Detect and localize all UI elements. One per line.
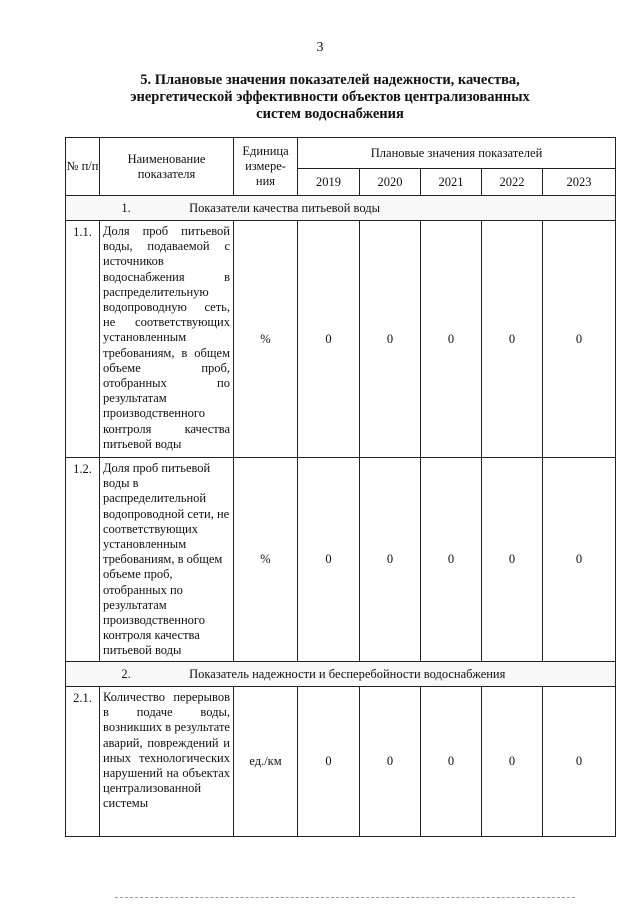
value-cell: 0 — [298, 221, 360, 458]
value-cell: 0 — [482, 458, 543, 662]
unit-cell: % — [234, 458, 298, 662]
page-bottom-edge — [115, 897, 575, 898]
value-cell: 0 — [298, 458, 360, 662]
header-year: 2021 — [421, 169, 482, 196]
value-cell: 0 — [421, 687, 482, 837]
table-row — [66, 687, 616, 837]
section-heading — [110, 72, 550, 123]
header-year: 2022 — [482, 169, 543, 196]
unit-cell: % — [234, 221, 298, 458]
value-cell: 0 — [360, 458, 421, 662]
header-num: № п/п — [66, 138, 100, 196]
section-title: Показатели качества питьевой воды — [189, 200, 380, 215]
section-number: 1. — [121, 200, 131, 215]
value-cell: 0 — [482, 687, 543, 837]
header-year: 2023 — [543, 169, 616, 196]
header-name: Наименование показателя — [100, 138, 234, 196]
value-cell: 0 — [543, 687, 616, 837]
row-number: 1.1. — [66, 221, 100, 458]
section-row — [66, 196, 616, 221]
heading-line-3: систем водоснабжения — [256, 106, 404, 122]
heading-line-2: энергетической эффективности объектов централизованных — [130, 89, 530, 105]
value-cell: 0 — [360, 687, 421, 837]
value-cell: 0 — [421, 221, 482, 458]
value-cell: 0 — [360, 221, 421, 458]
row-number: 1.2. — [66, 458, 100, 662]
heading-line-1: 5. Плановые значения показателей надежности, качества, — [140, 72, 520, 88]
page-number: 3 — [316, 40, 324, 55]
section-number: 2. — [121, 666, 131, 681]
section-row — [66, 662, 616, 687]
header-plan-values: Плановые значения показателей — [298, 138, 616, 169]
value-cell: 0 — [421, 458, 482, 662]
table-row — [66, 458, 616, 662]
indicator-name: Доля проб питьевой воды в распределительной водопроводной сети, не соответствующих установленным требованиям, в общем объеме проб, отобранных по результатам производственного контроля качества питьевой воды — [100, 458, 234, 662]
row-number: 2.1. — [66, 687, 100, 837]
section-title: Показатель надежности и бесперебойности водоснабжения — [189, 666, 506, 681]
header-unit: Единица измере-ния — [234, 138, 298, 196]
indicator-name: Количество перерывов в подаче воды, возникших в результате аварий, повреждений и иных технологических нарушений на объектах централизованной системы — [100, 687, 234, 837]
value-cell: 0 — [482, 221, 543, 458]
value-cell: 0 — [543, 221, 616, 458]
header-year: 2019 — [298, 169, 360, 196]
unit-cell: ед./км — [234, 687, 298, 837]
header-year: 2020 — [360, 169, 421, 196]
table-row — [66, 221, 616, 458]
indicator-name: Доля проб питьевой воды, подаваемой с источников водоснабжения в распределительную водопроводную сеть, не соответствующих установленным требованиям, в общем объеме проб, отобранных по результатам производственного контроля качества питьевой воды — [100, 221, 234, 458]
indicators-table — [65, 137, 616, 837]
value-cell: 0 — [298, 687, 360, 837]
value-cell: 0 — [543, 458, 616, 662]
